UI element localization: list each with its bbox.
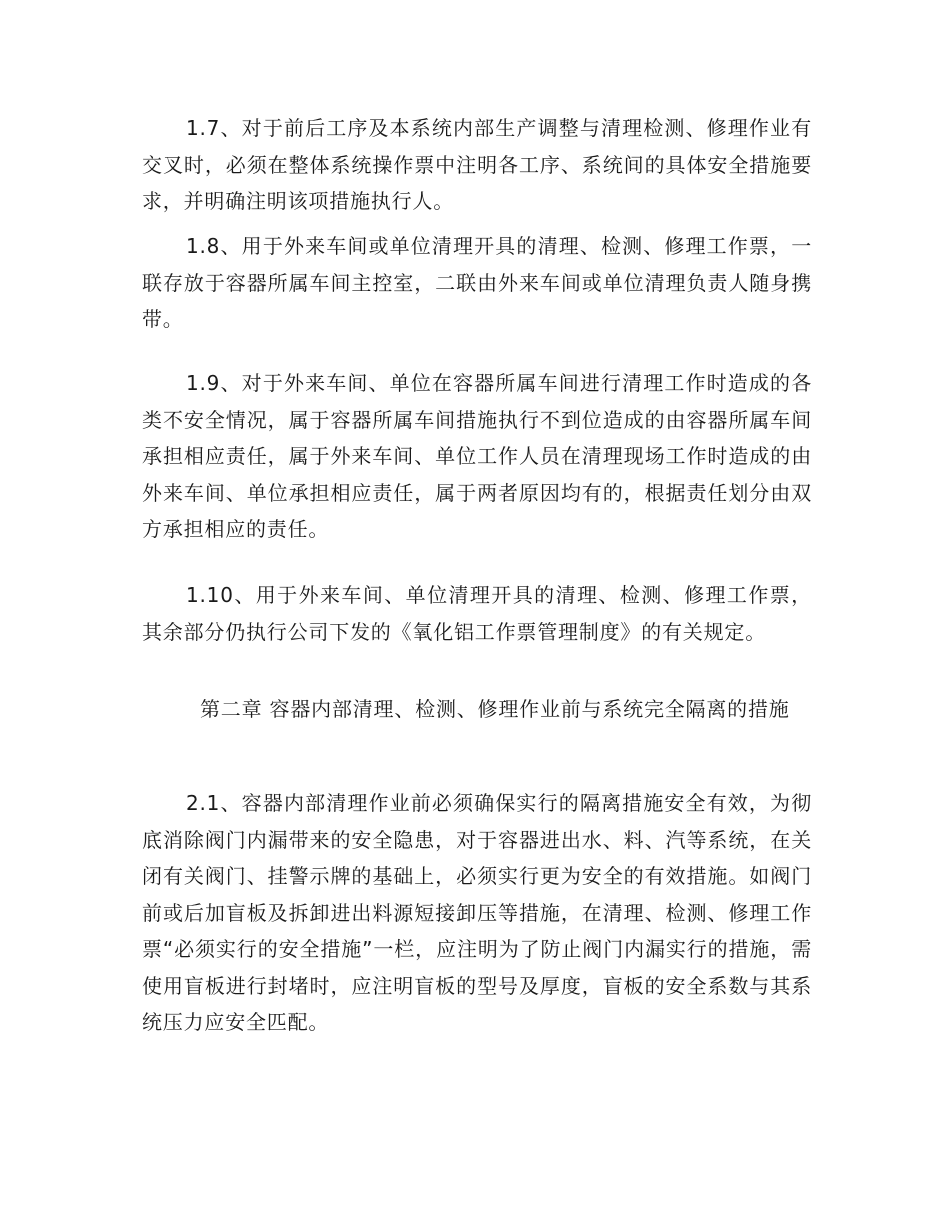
chapter-heading: 第二章 容器内部清理、检测、修理作业前与系统完全隔离的措施 xyxy=(200,697,790,721)
paragraph-1-7: 1.7、对于前后工序及本系统内部生产调整与清理检测、修理作业有交叉时，必须在整体系统操作票中注明各工序、系统间的具体安全措施要求，并明确注明该项措施执行人。 xyxy=(142,116,812,213)
paragraph-1-9: 1.9、对于外来车间、单位在容器所属车间进行清理工作时造成的各类不安全情况，属于容器所属车间措施执行不到位造成的由容器所属车间承担相应责任，属于外来车间、单位工作人员在清理现场工作时造成的由外来车间、单位承担相应责任，属于两者原因均有的，根据责任划分由双方承担相应的责任。 xyxy=(142,371,812,541)
paragraph-1-8: 1.8、用于外来车间或单位清理开具的清理、检测、修理工作票，一联存放于容器所属车间主控室，二联由外来车间或单位清理负责人随身携带。 xyxy=(142,234,812,331)
paragraph-2-1: 2.1、容器内部清理作业前必须确保实行的隔离措施安全有效，为彻底消除阀门内漏带来的安全隐患，对于容器进出水、料、汽等系统，在关闭有关阀门、挂警示牌的基础上，必须实行更为安全的有效措施。如阀门前或后加盲板及拆卸进出料源短接卸压等措施，在清理、检测、修理工作票“必须实行的安全措施”一栏，应注明为了防止阀门内漏实行的措施，需使用盲板进行封堵时，应注明盲板的型号及厚度，盲板的安全系数与其系统压力应安全匹配。 xyxy=(142,791,812,1034)
paragraph-1-10: 1.10、用于外来车间、单位清理开具的清理、检测、修理工作票，其余部分仍执行公司下发的《氧化铝工作票管理制度》的有关规定。 xyxy=(142,583,812,644)
